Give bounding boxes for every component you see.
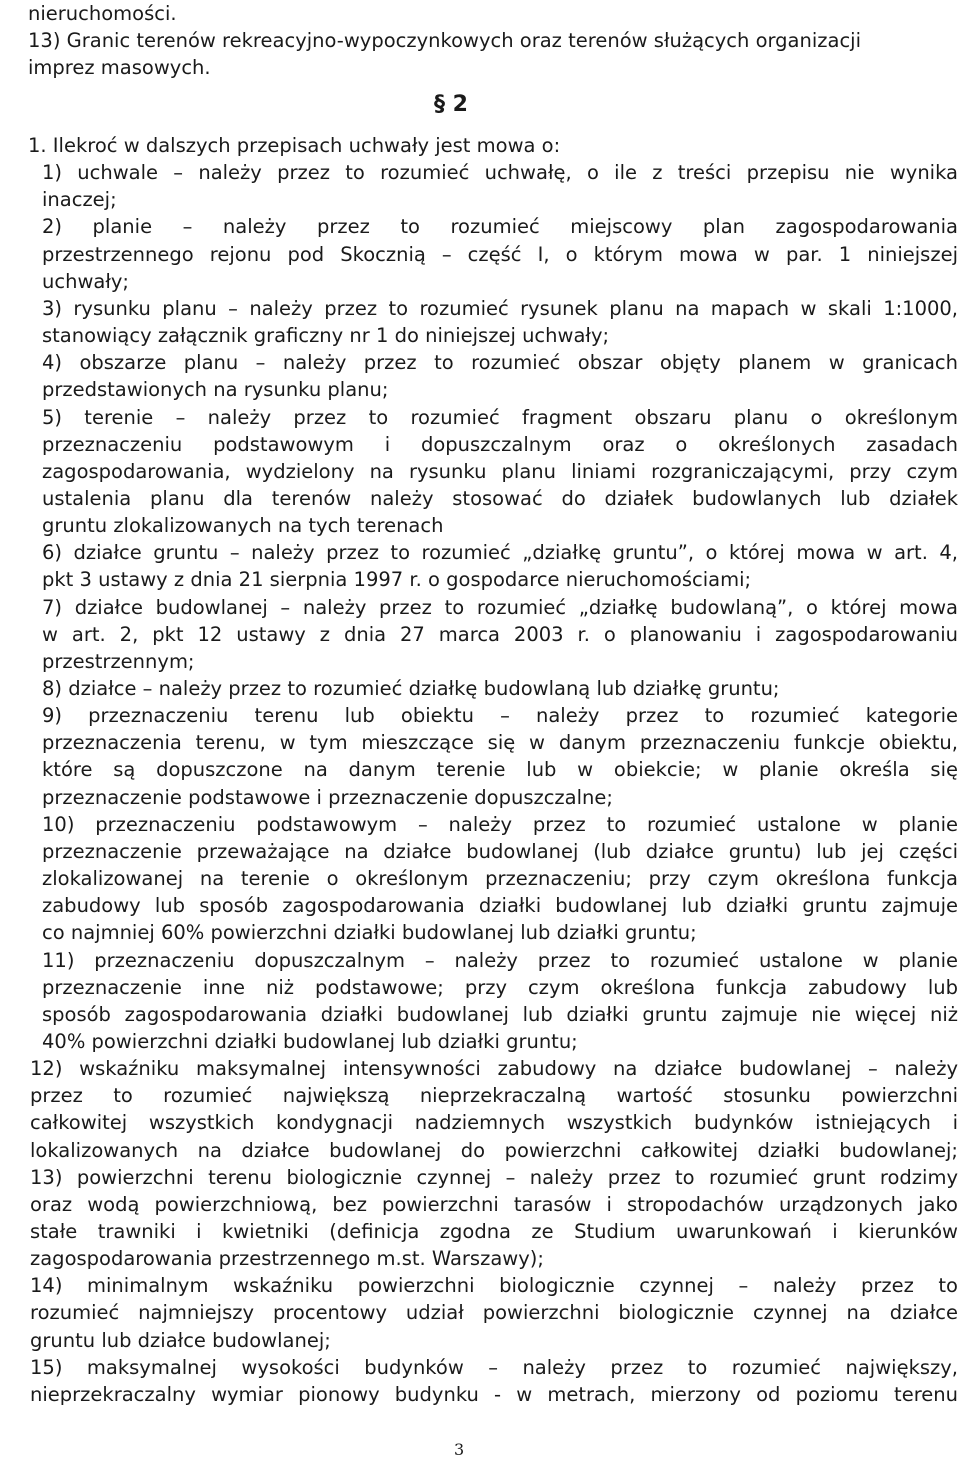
body-line: 13) powierzchni terenu biologicznie czynnej – należy przez to rozumieć grunt rodzimy	[30, 1166, 958, 1189]
body-line: przez to rozumieć największą nieprzekraczalną wartość stosunku powierzchni	[30, 1084, 958, 1107]
body-line: 14) minimalnym wskaźniku powierzchni biologicznie czynnej – należy przez to	[30, 1274, 958, 1297]
body-line: inaczej;	[42, 188, 117, 211]
body-line: które są dopuszczone na danym terenie lub w obiekcie; w planie określa się	[42, 758, 958, 781]
body-line: 15) maksymalnej wysokości budynków – należy przez to rozumieć największy,	[30, 1356, 958, 1379]
body-line: stanowiący załącznik graficzny nr 1 do niniejszej uchwały;	[42, 324, 610, 347]
body-line: 8) działce – należy przez to rozumieć działkę budowlaną lub działkę gruntu;	[42, 677, 780, 700]
body-line: 4) obszarze planu – należy przez to rozumieć obszar objęty planem w granicach	[42, 351, 958, 374]
body-line: przestrzennego rejonu pod Skocznią – część I, o którym mowa w par. 1 niniejszej	[42, 243, 958, 266]
body-line: 3) rysunku planu – należy przez to rozumieć rysunek planu na mapach w skali 1:1000,	[42, 297, 958, 320]
body-line: lokalizowanych na działce budowlanej do powierzchni całkowitej działki budowlanej;	[30, 1139, 958, 1162]
body-line: oraz wodą powierzchniową, bez powierzchni tarasów i stropodachów urządzonych jako	[30, 1193, 958, 1216]
body-line: zabudowy lub sposób zagospodarowania działki budowlanej lub działki gruntu zajmuje	[42, 894, 958, 917]
body-line: 12) wskaźniku maksymalnej intensywności zabudowy na działce budowlanej – należy	[30, 1057, 958, 1080]
body-line: 10) przeznaczeniu podstawowym – należy przez to rozumieć ustalone w planie	[42, 813, 958, 836]
body-line: 1. Ilekroć w dalszych przepisach uchwały jest mowa o:	[28, 134, 561, 157]
body-line: 40% powierzchni działki budowlanej lub działki gruntu;	[42, 1030, 578, 1053]
body-line: pkt 3 ustawy z dnia 21 sierpnia 1997 r. o gospodarce nieruchomościami;	[42, 568, 752, 591]
body-line: przeznaczenia terenu, w tym mieszczące się w danym przeznaczeniu funkcje obiektu,	[42, 731, 958, 754]
body-line: co najmniej 60% powierzchni działki budowlanej lub działki gruntu;	[42, 921, 697, 944]
top-line: 13) Granic terenów rekreacyjno-wypoczynkowych oraz terenów służących organizacji	[28, 29, 862, 52]
body-line: gruntu zlokalizowanych na tych terenach	[42, 514, 444, 537]
body-line: przestrzennym;	[42, 650, 195, 673]
body-line: 6) działce gruntu – należy przez to rozumieć „działkę gruntu”, o której mowa w art. 4,	[42, 541, 958, 564]
page-number: 3	[454, 1440, 465, 1459]
section-heading: § 2	[434, 92, 468, 117]
body-line: w art. 2, pkt 12 ustawy z dnia 27 marca 2003 r. o planowaniu i zagospodarowaniu	[42, 623, 958, 646]
body-line: stałe trawniki i kwietniki (definicja zgodna ze Studium uwarunkowań i kierunków	[30, 1220, 958, 1243]
body-line: 5) terenie – należy przez to rozumieć fragment obszaru planu o określonym	[42, 406, 958, 429]
body-line: 7) działce budowlanej – należy przez to rozumieć „działkę budowlaną”, o której mowa	[42, 596, 958, 619]
body-line: 2) planie – należy przez to rozumieć miejscowy plan zagospodarowania	[42, 215, 958, 238]
body-line: gruntu lub działce budowlanej;	[30, 1329, 331, 1352]
body-line: rozumieć najmniejszy procentowy udział powierzchni biologicznie czynnej na działce	[30, 1301, 958, 1324]
body-line: przeznaczenie inne niż podstawowe; przy czym określona funkcja zabudowy lub	[42, 976, 958, 999]
body-line: przedstawionych na rysunku planu;	[42, 378, 389, 401]
body-line: 11) przeznaczeniu dopuszczalnym – należy przez to rozumieć ustalone w planie	[42, 949, 958, 972]
body-line: sposób zagospodarowania działki budowlanej lub działki gruntu zajmuje nie więcej niż	[42, 1003, 958, 1026]
body-line: całkowitej wszystkich kondygnacji nadziemnych wszystkich budynków istniejących i	[30, 1111, 958, 1134]
body-line: zagospodarowania przestrzennego m.st. Warszawy);	[30, 1247, 544, 1270]
body-line: uchwały;	[42, 270, 129, 293]
body-line: 9) przeznaczeniu terenu lub obiektu – należy przez to rozumieć kategorie	[42, 704, 958, 727]
body-line: przeznaczenie podstawowe i przeznaczenie dopuszczalne;	[42, 786, 613, 809]
top-line: imprez masowych.	[28, 56, 211, 79]
body-line: przeznaczeniu podstawowym i dopuszczalnym oraz o określonych zasadach	[42, 433, 958, 456]
body-line: 1) uchwale – należy przez to rozumieć uchwałę, o ile z treści przepisu nie wynika	[42, 161, 958, 184]
top-line: nieruchomości.	[28, 2, 177, 25]
body-line: nieprzekraczalny wymiar pionowy budynku - w metrach, mierzony od poziomu terenu	[30, 1383, 958, 1406]
body-line: przeznaczenie przeważające na działce budowlanej (lub działce gruntu) lub jej części	[42, 840, 958, 863]
body-line: zagospodarowania, wydzielony na rysunku planu liniami rozgraniczającymi, przy czym	[42, 460, 958, 483]
body-line: zlokalizowanej na terenie o określonym przeznaczeniu; przy czym określona funkcja	[42, 867, 958, 890]
body-line: ustalenia planu dla terenów należy stosować do działek budowlanych lub działek	[42, 487, 958, 510]
